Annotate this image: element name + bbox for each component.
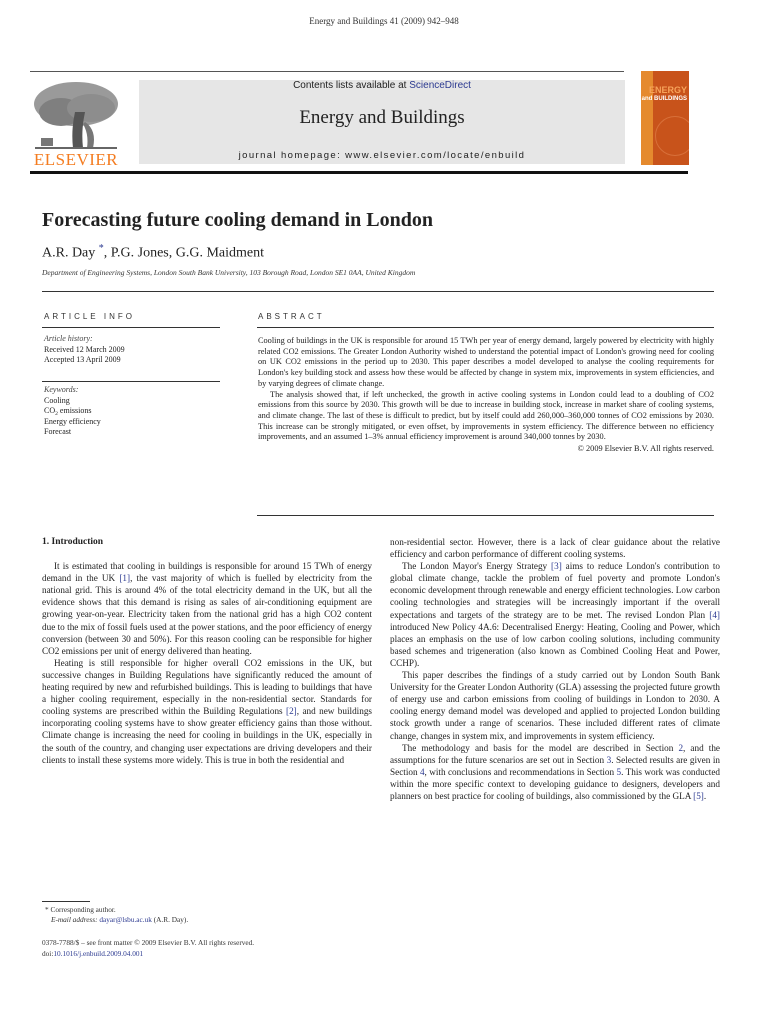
citation-link[interactable]: [5] — [693, 790, 704, 801]
abstract-paragraph-2: The analysis showed that, if left unchecked, the growth in active cooling systems in London could lead to a doubling of CO2 emissions from this source by 2030. This growth will be due to increase in building stock, increase in market share of cooling systems, and climate change. The last of these is difficult to predict, but by itself could add 260,000–360,000 tonnes of CO2 emissions by 2030. This increase can be strongly mitigated, or even offset, by improvements in system efficiency. The difference between no efficiency improvements, and an assumed 1–3% annual efficiency improvement is around 340,000 tonnes by 2030. — [258, 389, 714, 442]
cover-graphic — [655, 116, 689, 156]
author-list — [42, 243, 264, 262]
keyword-item: Cooling — [44, 395, 70, 405]
text-run: , the vast majority of which is fuelled by electricity from the national grid. This is around 4% of the total electricity demand in the UK, but all the evidence shows that this demand is rising as sales of air-conditioning equipment are growing year-on-year. Electricity taken from the national grid has a high CO2 content due to the mix of fossil fuels used at the power stations, and the poor efficiency of energy conversion (between 30 and 50%). For this reason cooling can be responsible for higher CO2 emissions per unit of energy delivered than heating. — [42, 573, 372, 656]
body-paragraph — [42, 560, 372, 657]
contents-line — [139, 80, 625, 91]
email-suffix: (A.R. Day). — [151, 915, 189, 924]
citation-link[interactable]: [1] — [119, 573, 131, 584]
footnote-mark: * — [45, 905, 49, 914]
corresponding-author-mark[interactable]: * — [98, 243, 104, 254]
text-run: . Selected results are given in Section — [390, 754, 720, 777]
contents-prefix: Contents lists available at — [293, 80, 410, 91]
article-info-heading: ARTICLE INFO — [44, 312, 135, 321]
masthead-rule-top — [30, 71, 624, 72]
text-run: The London Mayor's Energy Strategy — [402, 561, 552, 572]
text-run: , and the assumptions for the future scenarios are set out in Section — [390, 742, 720, 765]
elsevier-wordmark: ELSEVIER — [33, 150, 119, 169]
text-run: , with conclusions and recommendations in Section — [424, 766, 617, 777]
body-column-left — [42, 536, 372, 766]
citation-link[interactable]: [4] — [709, 609, 720, 620]
author-first: A.R. Day — [42, 245, 96, 261]
citation-link[interactable]: [2] — [286, 706, 297, 717]
doi-line — [42, 949, 254, 960]
front-matter — [42, 938, 254, 959]
footnote-rule — [42, 901, 90, 902]
body-column-right — [390, 536, 720, 802]
body-paragraph — [390, 560, 720, 669]
section-link[interactable]: 4 — [419, 766, 425, 777]
section-link[interactable]: 3 — [606, 754, 612, 765]
email-label: E-mail address: — [51, 915, 100, 924]
sciencedirect-link[interactable]: ScienceDirect — [409, 80, 471, 91]
journal-homepage-link[interactable]: journal homepage: www.elsevier.com/locate/enbuild — [238, 150, 526, 161]
body-paragraph — [390, 742, 720, 802]
abstract-rule-bottom — [257, 515, 714, 516]
keyword-item: Energy efficiency — [44, 416, 101, 426]
keywords-rule — [42, 381, 220, 382]
section-link[interactable]: 2 — [678, 742, 684, 753]
footnote-email-line — [45, 915, 188, 925]
abstract-heading: ABSTRACT — [258, 312, 325, 321]
journal-cover-thumbnail — [641, 71, 689, 165]
section-link[interactable]: 5 — [616, 766, 622, 777]
received-date: Received 12 March 2009 — [44, 344, 125, 354]
section-heading-introduction: 1. Introduction — [42, 537, 104, 547]
abstract-paragraph-1: Cooling of buildings in the UK is responsible for around 15 TWh per year of energy demand, largely powered by electricity with highly related CO2 emissions. The Greater London Authority wished to understand the potential impact of London's growing need for cooling on UK CO2 emissions in the period up to 2030. This paper describes a model developed to analyse the cooling requirements for London's key building stock and assess how these would be affected by change in system mix, improvements in system efficiencies, and by varying degrees of climate change. — [258, 336, 714, 388]
body-paragraph: This paper describes the findings of a study carried out by London South Bank University for the Greater London Authority (GLA) assessing the projected future growth of energy use and carbon emissions from cooling of buildings in London to 2030. A cooling energy demand model was developed and applied to projected London building stock growth under a range of scenarios. These included different rates of climate change, changes in system mix, and improvements in system efficiency. — [390, 670, 720, 741]
text-run: introduced New Policy 4A.6: Decentralised Energy: Heating, Cooling and Power, which places an emphasis on the use of low carbon cooling solutions, including community based schemes and trigeneration (also known as Combined Cooling Heat and Power, CCHP). — [390, 621, 720, 668]
cover-title-line1: ENERGY — [648, 85, 687, 95]
journal-name: Energy and Buildings — [299, 107, 465, 128]
history-label: Article history: — [44, 334, 93, 343]
abstract-copyright: © 2009 Elsevier B.V. All rights reserved. — [577, 444, 714, 454]
keywords-label: Keywords: — [44, 385, 79, 394]
article-info-rule — [42, 327, 220, 328]
cover-title-line2: and BUILDINGS — [641, 96, 687, 102]
text-run: The methodology and basis for the model are described in Section — [402, 742, 679, 753]
text-run: . This work was conducted within the more specific context to developing guidance to designers, developers and planners on best practice for cooling of buildings, also commissioned by the GLA — [390, 766, 721, 801]
footnote-text: Corresponding author. — [48, 905, 116, 914]
text-run: . — [703, 790, 707, 801]
text-run: Heating is still responsible for higher overall CO2 emissions in the UK, but successive changes in Building Regulations have significantly reduced the amount of heating required by new and refurbished buildings. This is leading to buildings that have a higher cooling requirement, especially in the non-residential sector. Standards for cooling systems are prescribed within the Building Regulations — [42, 657, 372, 717]
keyword-item: Forecast — [44, 427, 72, 436]
affiliation: Department of Engineering Systems, London South Bank University, 103 Borough Road, London SE1 0AA, United Kingdom — [42, 268, 416, 277]
email-link[interactable]: dayar@lsbu.ac.uk — [99, 915, 152, 924]
body-paragraph — [42, 657, 372, 766]
doi-label: doi: — [42, 948, 54, 958]
article-title: Forecasting future cooling demand in London — [42, 209, 433, 231]
masthead-rule-bottom — [30, 171, 688, 174]
doi-link[interactable]: 10.1016/j.enbuild.2009.04.001 — [53, 948, 144, 958]
author-rest: , P.G. Jones, G.G. Maidment — [103, 245, 265, 261]
footnote-line — [45, 905, 188, 915]
text-run: It is estimated that cooling in buildings is responsible for around 15 TWh of energy demand in the UK — [42, 561, 372, 584]
keyword-item: $CO_2$ emissions — [44, 406, 92, 417]
accepted-date: Accepted 13 April 2009 — [44, 355, 121, 364]
header-separator — [42, 291, 714, 292]
issn-line: 0378-7788/$ – see front matter © 2009 Elsevier B.V. All rights reserved. — [42, 938, 255, 947]
running-head: Energy and Buildings 41 (2009) 942–948 — [309, 16, 459, 26]
article-history — [44, 334, 220, 366]
body-paragraph: non-residential sector. However, there is a lack of clear guidance about the relative efficiency and carbon performance of different cooling systems. — [390, 537, 720, 560]
text-run: aims to reduce London's contribution to global climate change, tackle the problem of fuel poverty and promote London's economic development through renewable and energy efficient technologies. Low carbon cooling technologies and strategies will be increasingly important if the overall expectations and targets of the strategy are to be met. The revised London Plan — [390, 561, 720, 620]
abstract-rule-top — [257, 327, 714, 328]
keywords-block — [44, 385, 220, 438]
abstract-body — [258, 336, 714, 455]
text-run: , and new buildings incorporating cooling systems have to show greater efficiency gains than those without. Climate change is increasing the need for cooling in buildings in the UK, especially in the south of the country, and changing user expectations are driving developers and their clients to install these systems more widely. This is true in both the residential and — [42, 706, 372, 765]
footnote — [45, 905, 188, 925]
citation-link[interactable]: [3] — [551, 561, 562, 572]
